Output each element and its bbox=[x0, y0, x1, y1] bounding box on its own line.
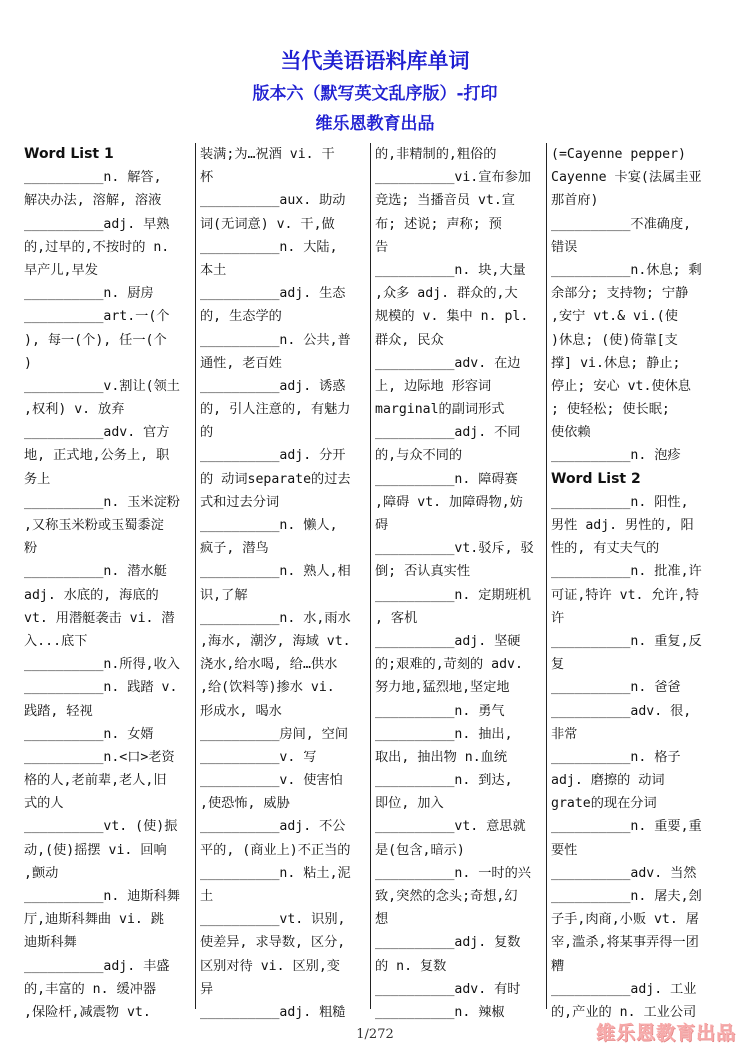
entry-line: , 客机 bbox=[375, 610, 418, 626]
entry-line: 的 n. 复数 bbox=[375, 958, 447, 974]
entry-line: 即位, 加入 bbox=[375, 796, 444, 812]
entry-line: 复 bbox=[551, 657, 565, 673]
entry-line: adj. 磨擦的 动词 bbox=[551, 773, 665, 789]
document-subtitle: 版本六（默写英文乱序版）-打印 bbox=[252, 84, 498, 104]
entry-line: ,保险杆,减震物 vt. bbox=[24, 1004, 151, 1020]
entry-line: ) bbox=[24, 355, 32, 371]
entry-line: 的 动词separate的过去 bbox=[200, 471, 351, 487]
entry-line: ,权利) v. 放弃 bbox=[24, 402, 125, 418]
entry-line: )休息; (使)倚靠[支 bbox=[551, 332, 678, 348]
entry-line: ,众多 adj. 群众的,大 bbox=[375, 286, 518, 302]
entry-line: __________n. 迪斯科舞 bbox=[24, 889, 180, 904]
entry-line: __________n.所得,收入 bbox=[24, 657, 180, 673]
entry-line: __________n. 粘土,泥 bbox=[200, 865, 351, 881]
entry-line: ,海水, 潮汐, 海域 vt. bbox=[200, 633, 351, 649]
entry-line: __________n. 公共,普 bbox=[200, 332, 351, 348]
entry-line: 识,了解 bbox=[200, 587, 248, 603]
entry-line: ), 每一(个), 任一(个 bbox=[24, 332, 167, 348]
entry-line: __________adj. 复数 bbox=[375, 935, 521, 951]
entry-line: __________n. 懒人, bbox=[200, 518, 338, 533]
entry-line: __________adj. 早熟 bbox=[24, 216, 170, 232]
entry-line: 取出, 抽出物 n.血统 bbox=[375, 749, 508, 765]
word-list-heading: Word List 2 bbox=[551, 470, 641, 487]
entry-line: 的;艰难的,苛刻的 adv. bbox=[375, 657, 523, 673]
entry-line: __________vt. (使)振 bbox=[24, 819, 178, 835]
entry-line: 的, 生态学的 bbox=[200, 309, 282, 325]
entry-line: __________n. 重要,重 bbox=[551, 819, 702, 835]
entry-line: 使依赖 bbox=[551, 425, 591, 441]
entry-line: __________vt. 识别, bbox=[200, 912, 346, 928]
word-column-1 bbox=[24, 143, 192, 1020]
entry-line: __________n. 厨房 bbox=[24, 286, 154, 302]
entry-line: 努力地,猛烈地,坚定地 bbox=[375, 680, 510, 696]
entry-line: 使差异, 求导数, 区分, bbox=[200, 935, 346, 951]
entry-line: 厅,迪斯科舞曲 vi. 跳 bbox=[24, 912, 164, 928]
entry-line: 地, 正式地,公务上, 职 bbox=[24, 448, 170, 464]
entry-line: __________n. 泡疹 bbox=[551, 448, 681, 464]
entry-line: __________n. 大陆, bbox=[200, 239, 338, 255]
entry-line: 那首府) bbox=[551, 193, 599, 209]
entry-line: 余部分; 支持物; 宁静 bbox=[551, 286, 689, 302]
entry-line: __________n. 勇气 bbox=[375, 703, 505, 719]
entry-line: __________v.割让(领土 bbox=[24, 378, 180, 394]
publisher-line: 维乐恩教育出品 bbox=[315, 114, 435, 134]
entry-line: __________v. 使害怕 bbox=[200, 773, 343, 789]
entry-line: __________adj. 分开 bbox=[200, 448, 346, 464]
word-column-3 bbox=[375, 143, 545, 1020]
entry-line: 碍 bbox=[375, 518, 389, 533]
entry-line: 土 bbox=[200, 889, 214, 904]
entry-line: 装满;为…祝酒 vi. 干 bbox=[200, 147, 335, 162]
entry-line: 子手,肉商,小贩 vt. 屠 bbox=[551, 912, 699, 928]
entry-line: 异 bbox=[200, 981, 214, 997]
entry-line: ,安宁 vt.& vi.(使 bbox=[551, 309, 678, 325]
entry-line: __________adj. 不同 bbox=[375, 425, 521, 441]
entry-line: __________adj. 生态 bbox=[200, 286, 346, 302]
entry-line: 疯子, 潜鸟 bbox=[200, 541, 269, 557]
entry-line: 格的人,老前辈,老人,旧 bbox=[24, 773, 167, 789]
entry-line: __________n. 玉米淀粉 bbox=[24, 494, 180, 510]
entry-line: Cayenne 卡宴(法属圭亚 bbox=[551, 170, 702, 186]
entry-line: ; 使轻松; 使长眠; bbox=[551, 402, 670, 418]
entry-line: 的 bbox=[200, 425, 214, 441]
entry-line: 停止; 安心 vt.使休息 bbox=[551, 378, 691, 394]
entry-line: __________n. 屠夫,刽 bbox=[551, 889, 702, 904]
entry-line: 粉 bbox=[24, 541, 38, 557]
entry-line: __________n. 一时的兴 bbox=[375, 865, 531, 881]
entry-line: __________n. 爸爸 bbox=[551, 680, 681, 696]
entry-line: __________n. 辣椒 bbox=[375, 1004, 505, 1020]
entry-line: ,又称玉米粉或玉蜀黍淀 bbox=[24, 518, 164, 533]
entry-line: 布; 述说; 声称; 预 bbox=[375, 216, 502, 232]
entry-line: 式和过去分词 bbox=[200, 494, 280, 510]
entry-line: 性的, 有丈夫气的 bbox=[551, 541, 660, 557]
entry-line: __________n. 格子 bbox=[551, 749, 681, 765]
entry-line: 告 bbox=[375, 239, 389, 255]
entry-line: 本土 bbox=[200, 262, 227, 278]
entry-line: 群众, 民众 bbox=[375, 332, 444, 348]
entry-line: __________vt.驳斥, 驳 bbox=[375, 541, 534, 557]
entry-line: __________adv. 有时 bbox=[375, 981, 521, 997]
entry-line: 的,产业的 n. 工业公司 bbox=[551, 1004, 697, 1020]
entry-line: 撑] vi.休息; 静止; bbox=[551, 355, 681, 371]
entry-line: __________房间, 空间 bbox=[200, 726, 349, 742]
entry-line: grate的现在分词 bbox=[551, 796, 657, 812]
entry-line: __________n. 到达, bbox=[375, 773, 513, 789]
entry-line: __________n.休息; 剩 bbox=[551, 262, 702, 278]
entry-line: __________adv. 在边 bbox=[375, 355, 521, 371]
entry-line: __________adj. 工业 bbox=[551, 981, 697, 997]
entry-line: __________不准确度, bbox=[551, 216, 692, 232]
entry-line: __________art.一(个 bbox=[24, 309, 170, 325]
entry-line: marginal的副词形式 bbox=[375, 402, 505, 418]
entry-line: 是(包含,暗示) bbox=[375, 842, 465, 858]
column-divider bbox=[546, 143, 547, 1009]
entry-line: 杯 bbox=[200, 170, 214, 186]
entry-line: __________vt. 意思就 bbox=[375, 819, 526, 835]
entry-line: 错误 bbox=[551, 239, 578, 255]
entry-line: (=Cayenne pepper) bbox=[551, 147, 686, 162]
entry-line: 想 bbox=[375, 912, 389, 928]
entry-line: 许 bbox=[551, 610, 565, 626]
entry-line: 式的人 bbox=[24, 796, 64, 812]
entry-line: __________n. 障碍赛 bbox=[375, 471, 518, 487]
entry-line: 浇水,给水喝, 给…供水 bbox=[200, 657, 338, 673]
publisher-watermark: 维乐恩教育出品 bbox=[595, 1022, 736, 1044]
entry-line: __________n. 定期班机 bbox=[375, 587, 531, 603]
entry-line: 通性, 老百姓 bbox=[200, 355, 282, 371]
entry-line: 非常 bbox=[551, 726, 578, 742]
entry-line: ,给(饮料等)掺水 vi. bbox=[200, 680, 335, 696]
word-column-4 bbox=[551, 143, 726, 1020]
entry-line: __________adj. 丰盛 bbox=[24, 958, 170, 974]
entry-line: 的,非精制的,粗俗的 bbox=[375, 147, 497, 162]
entry-line: __________n. 解答, bbox=[24, 170, 162, 186]
entry-line: __________n. 重复,反 bbox=[551, 633, 702, 649]
entry-line: ,使恐怖, 威胁 bbox=[200, 796, 290, 812]
entry-line: 平的, (商业上)不正当的 bbox=[200, 842, 351, 858]
entry-line: __________adj. 坚硬 bbox=[375, 633, 521, 649]
column-divider bbox=[370, 143, 371, 1009]
entry-line: __________n. 批准,许 bbox=[551, 564, 702, 580]
entry-line: __________adv. 很, bbox=[551, 703, 692, 719]
entry-line: __________n. 潜水艇 bbox=[24, 564, 167, 580]
entry-line: __________adj. 不公 bbox=[200, 819, 346, 835]
entry-line: 要性 bbox=[551, 842, 578, 858]
entry-line: __________v. 写 bbox=[200, 749, 317, 765]
word-list-heading: Word List 1 bbox=[24, 146, 114, 162]
entry-line: __________adv. 官方 bbox=[24, 425, 170, 441]
entry-line: 形成水, 喝水 bbox=[200, 703, 282, 719]
entry-line: 的,与众不同的 bbox=[375, 448, 463, 464]
entry-line: __________adj. 粗糙 bbox=[200, 1004, 346, 1020]
entry-line: 竞选; 当播音员 vt.宣 bbox=[375, 193, 515, 209]
entry-line: __________n. 熟人,相 bbox=[200, 564, 351, 580]
entry-line: __________n. 阳性, bbox=[551, 494, 689, 510]
entry-line: 倒; 否认真实性 bbox=[375, 564, 471, 580]
entry-line: 致,突然的念头;奇想,幻 bbox=[375, 889, 518, 904]
word-column-2 bbox=[200, 143, 368, 1020]
entry-line: 迪斯科舞 bbox=[24, 935, 77, 951]
entry-line: __________n. 践踏 v. bbox=[24, 680, 178, 696]
entry-line: ,障碍 vt. 加障碍物,妨 bbox=[375, 494, 523, 510]
entry-line: __________adj. 诱惑 bbox=[200, 378, 346, 394]
entry-line: 早产儿,早发 bbox=[24, 262, 98, 278]
entry-line: 入...底下 bbox=[24, 633, 88, 649]
entry-line: 词(无词意) v. 干,做 bbox=[200, 216, 335, 232]
entry-line: 动,(使)摇摆 vi. 回响 bbox=[24, 842, 167, 858]
entry-line: 糟 bbox=[551, 958, 565, 974]
entry-line: 宰,滥杀,将某事弄得一团 bbox=[551, 935, 699, 951]
entry-line: 上, 边际地 形容词 bbox=[375, 378, 492, 394]
entry-line: 解决办法, 溶解, 溶液 bbox=[24, 193, 162, 209]
entry-line: __________n. 抽出, bbox=[375, 726, 513, 742]
entry-line: 务上 bbox=[24, 471, 51, 487]
entry-line: __________n. 女婿 bbox=[24, 726, 154, 742]
entry-line: __________aux. 助动 bbox=[200, 193, 346, 209]
entry-line: __________n.<口>老资 bbox=[24, 749, 175, 765]
entry-line: __________n. 块,大量 bbox=[375, 262, 526, 278]
page-number: 1/272 bbox=[356, 1027, 394, 1042]
entry-line: 践踏, 轻视 bbox=[24, 703, 93, 719]
entry-line: ,颤动 bbox=[24, 865, 59, 881]
entry-line: 可证,特许 vt. 允许,特 bbox=[551, 587, 699, 603]
entry-line: __________vi.宣布参加 bbox=[375, 170, 531, 186]
entry-line: vt. 用潜艇袭击 vi. 潜 bbox=[24, 610, 175, 626]
entry-line: adj. 水底的, 海底的 bbox=[24, 587, 159, 603]
entry-line: 的, 引人注意的, 有魅力 bbox=[200, 402, 351, 418]
entry-line: 男性 adj. 男性的, 阳 bbox=[551, 518, 694, 533]
entry-line: 的,过早的,不按时的 n. bbox=[24, 239, 170, 255]
entry-line: 区别对待 vi. 区别,变 bbox=[200, 958, 340, 974]
entry-line: 的,丰富的 n. 缓冲器 bbox=[24, 981, 157, 997]
entry-line: __________adv. 当然 bbox=[551, 865, 697, 881]
document-title: 当代美语语料库单词 bbox=[280, 49, 470, 73]
entry-line: __________n. 水,雨水 bbox=[200, 610, 351, 626]
column-divider bbox=[195, 143, 196, 1009]
entry-line: 规模的 v. 集中 n. pl. bbox=[375, 309, 529, 325]
